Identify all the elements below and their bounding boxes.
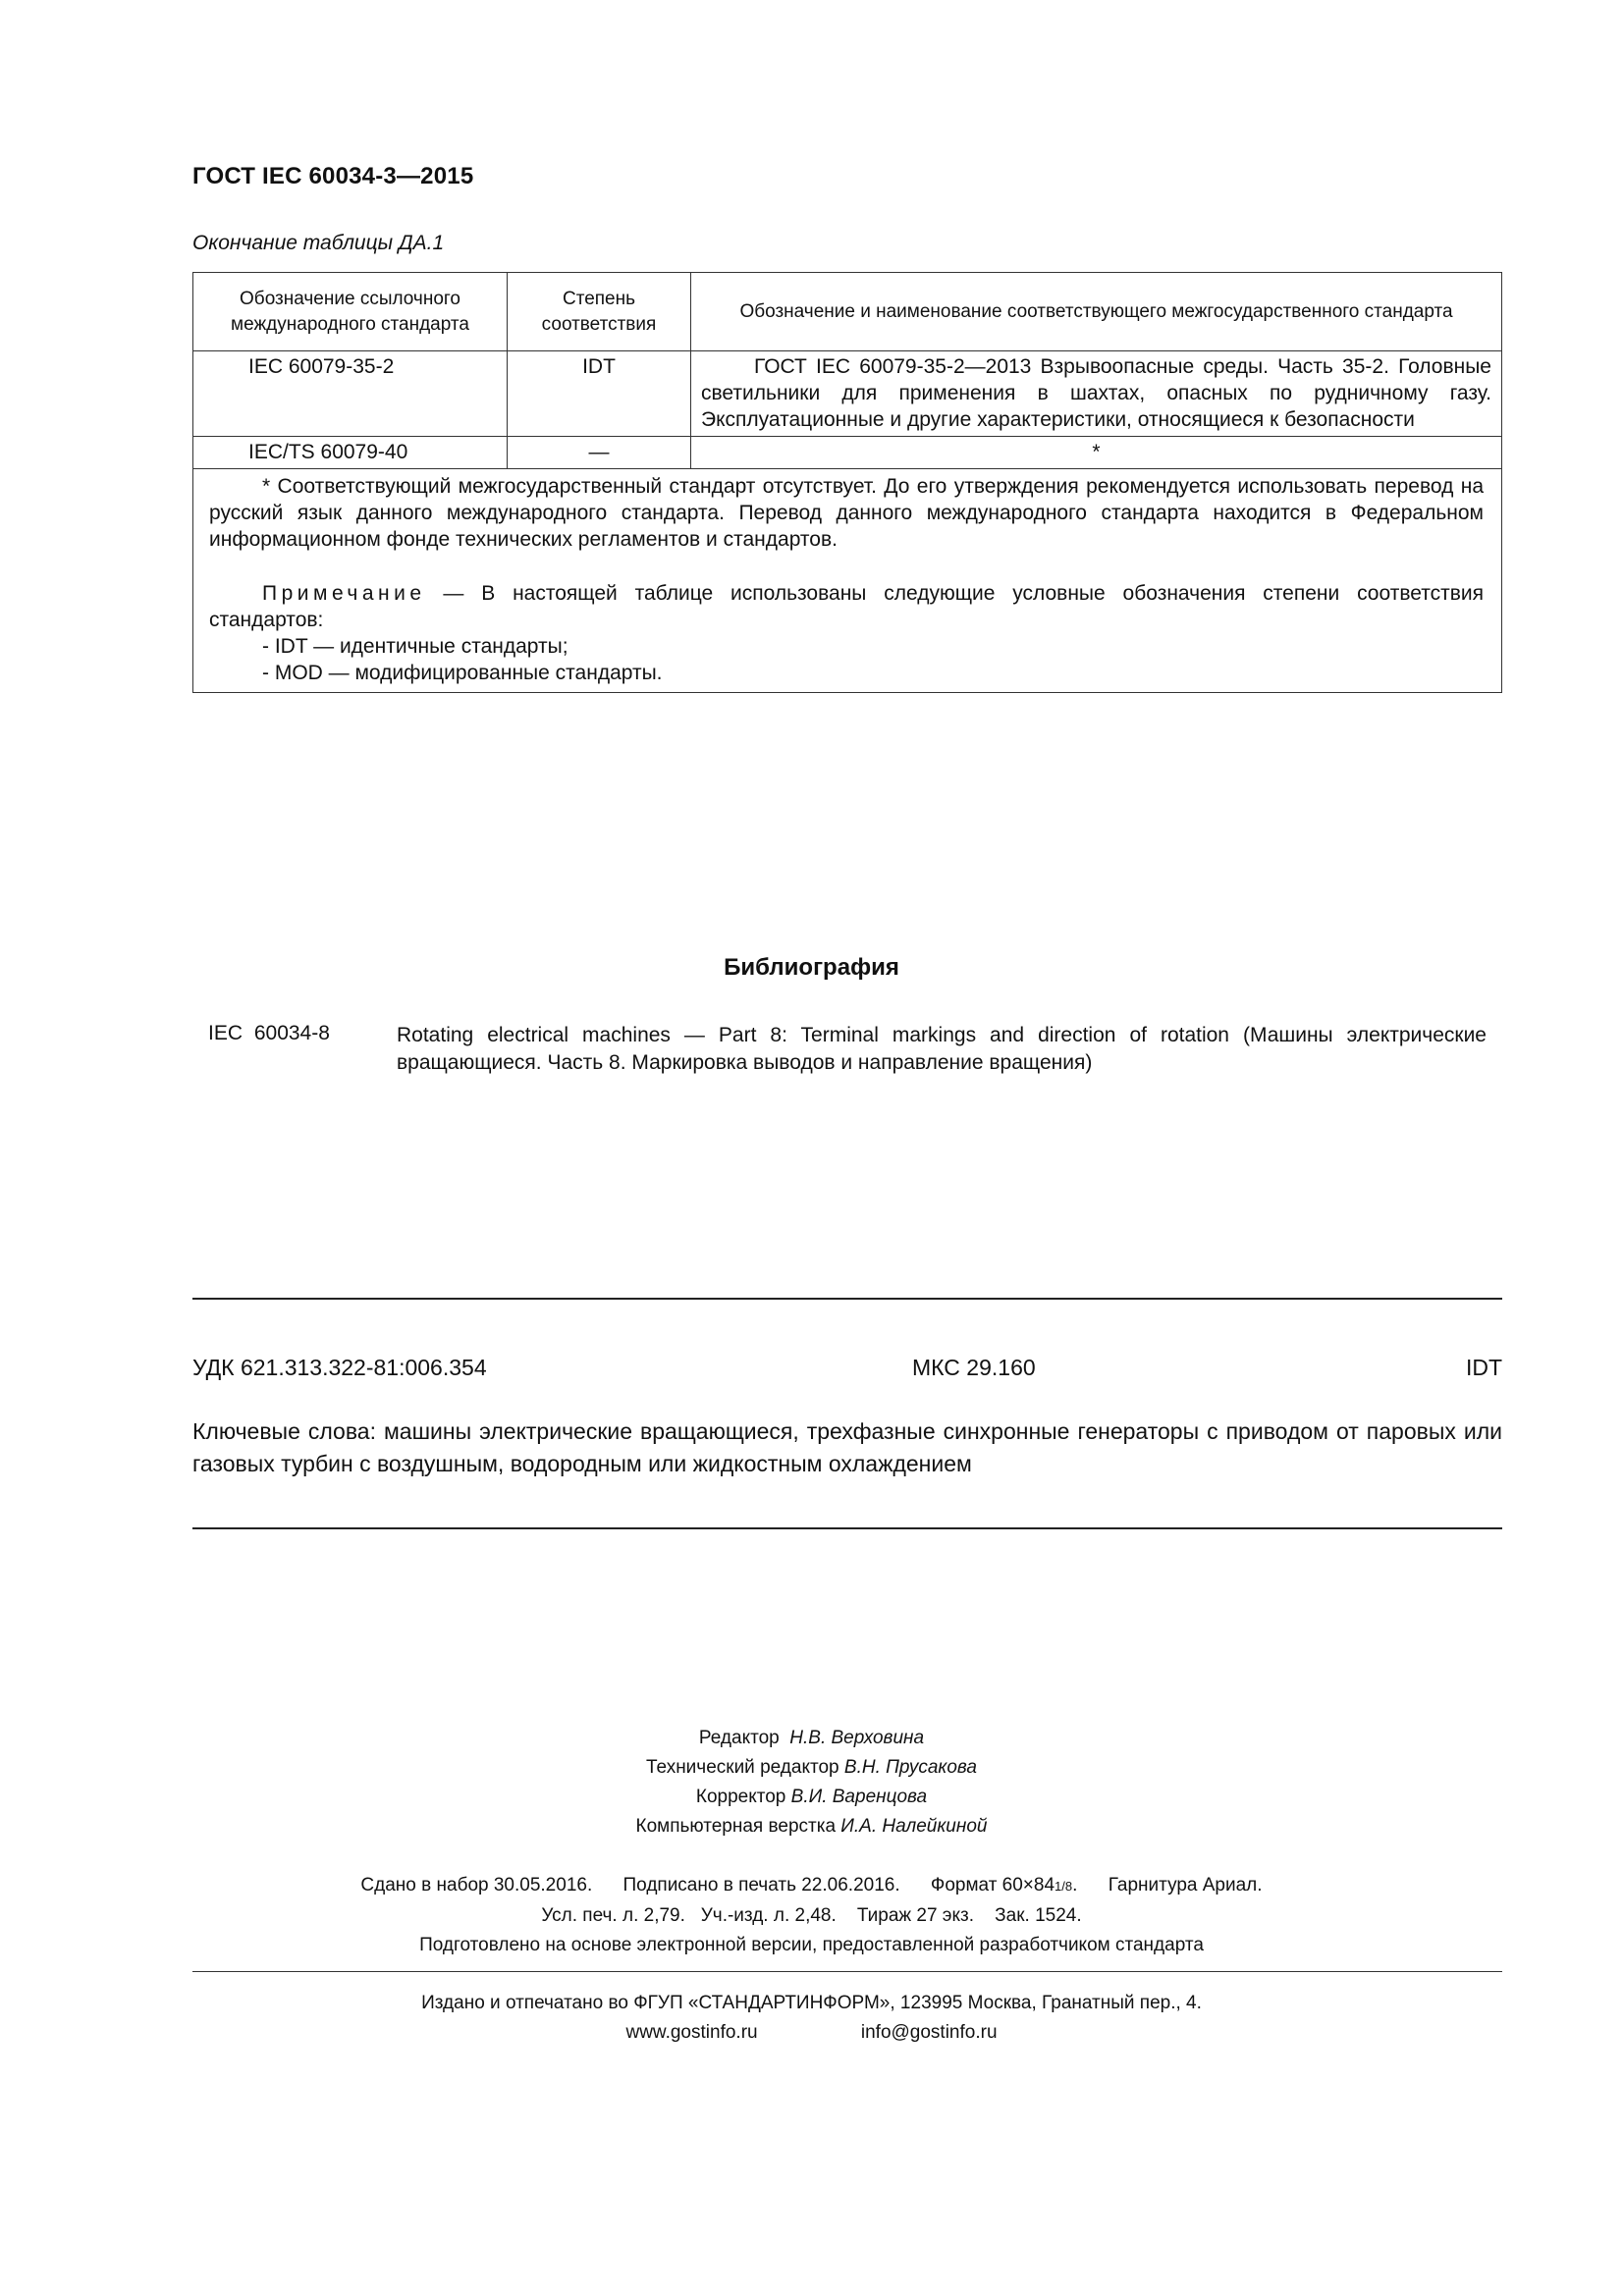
website-link[interactable]: www.gostinfo.ru <box>625 2022 758 2043</box>
standard-name-cell: ГОСТ IEC 60079-35-2—2013 Взрывоопасные среды. Часть 35-2. Головные светильники для применения в шахтах, опасных по рудничному газу. Эксплуатационные и другие характеристики, относящиеся к безопасности <box>691 351 1502 437</box>
imprint-line <box>0 1901 1623 1931</box>
note-text: — В настоящей таблице использованы следующие условные обозначения степени соответствия стандартов: <box>209 582 1484 631</box>
note-item: - MOD — модифицированные стандарты. <box>262 662 663 684</box>
credit-line <box>0 1783 1623 1812</box>
table-caption: Окончание таблицы ДА.1 <box>192 232 445 254</box>
format: Формат 60×84 <box>930 1875 1055 1896</box>
order-number: Зак. 1524. <box>995 1905 1082 1926</box>
degree-cell: IDT <box>508 351 691 437</box>
bibliography-entry-code: IEC 60034-8 <box>208 1022 330 1044</box>
credit-role: Компьютерная верстка <box>635 1816 837 1837</box>
credit-name: Н.В. Верховина <box>789 1728 925 1748</box>
pub-sheets: Уч.-изд. л. 2,48. <box>700 1905 837 1926</box>
ref-standard-cell: IEC/TS 60079-40 <box>193 437 508 469</box>
bibliography-title: Библиография <box>724 954 899 981</box>
column-header-ref: Обозначение ссылочного международного стандарта <box>193 273 508 351</box>
copies: Тираж 27 экз. <box>856 1905 975 1926</box>
table-header-row <box>193 273 1502 351</box>
credits-block <box>0 1724 1623 1842</box>
degree-cell: — <box>508 437 691 469</box>
column-header-degree: Степень соответствия <box>508 273 691 351</box>
publisher-contacts <box>0 2018 1623 2048</box>
footnote-text: * Соответствующий межгосударственный стандарт отсутствует. До его утверждения рекомендуется использовать перевод на русский язык данного международного стандарта. Перевод данного международного стандарта находится в Федеральном информационном фонде технических регламентов и стандартов. <box>209 475 1484 551</box>
credit-role: Корректор <box>695 1787 786 1807</box>
credit-line <box>0 1753 1623 1783</box>
typeface: Гарнитура Ариал. <box>1108 1875 1263 1896</box>
table-footnote-row <box>193 469 1502 693</box>
note-label: Примечание <box>262 582 426 605</box>
standard-name-cell: * <box>691 437 1502 469</box>
table-row <box>193 437 1502 469</box>
imprint-prepared: Подготовлено на основе электронной версии, предоставленной разработчиком стандарта <box>419 1935 1204 1955</box>
divider <box>192 1971 1502 1972</box>
reference-table <box>192 272 1502 693</box>
submitted-date: Сдано в набор 30.05.2016. <box>360 1875 593 1896</box>
credit-role: Технический редактор <box>646 1757 839 1778</box>
table-note <box>209 580 1484 633</box>
credit-name: И.А. Налейкиной <box>840 1816 988 1837</box>
table-footnote <box>193 469 1502 693</box>
publisher-block <box>0 1989 1623 2048</box>
format-fraction: 1/8 <box>1055 1879 1073 1894</box>
bibliography-entry-text: Rotating electrical machines — Part 8: Terminal markings and direction of rotation (Машины электрические вращающиеся. Часть 8. Маркировка выводов и направление вращения) <box>397 1024 1487 1074</box>
table-row <box>193 351 1502 437</box>
credit-role: Редактор <box>698 1728 780 1748</box>
imprint-line: Сдано в набор 30.05.2016. Подписано в печать 22.06.2016. Формат 60×841/8. Гарнитура Ариал. <box>360 1875 1263 1896</box>
signed-date: Подписано в печать 22.06.2016. <box>622 1875 900 1896</box>
print-sheets: Усл. печ. л. 2,79. <box>541 1905 685 1926</box>
column-header-name: Обозначение и наименование соответствующего межгосударственного стандарта <box>691 273 1502 351</box>
credit-name: В.Н. Прусакова <box>843 1757 977 1778</box>
mks-code: МКС 29.160 <box>912 1355 1036 1380</box>
credit-line <box>0 1724 1623 1753</box>
document-code: ГОСТ IEC 60034-3—2015 <box>192 163 474 189</box>
note-item: - IDT — идентичные стандарты; <box>262 635 568 658</box>
idt-marker: IDT <box>1465 1355 1502 1380</box>
udk-code: УДК 621.313.322-81:006.354 <box>192 1355 487 1380</box>
credit-name: В.И. Варенцова <box>790 1787 928 1807</box>
credit-line <box>0 1812 1623 1842</box>
keywords: Ключевые слова: машины электрические вращающиеся, трехфазные синхронные генераторы с приводом от паровых или газовых турбин с воздушным, водородным или жидкостным охлаждением <box>192 1418 1502 1476</box>
divider <box>192 1298 1502 1300</box>
divider <box>192 1527 1502 1529</box>
ref-standard-cell: IEC 60079-35-2 <box>193 351 508 437</box>
email-link[interactable]: info@gostinfo.ru <box>860 2022 998 2043</box>
publisher-line: Издано и отпечатано во ФГУП «СТАНДАРТИНФОРМ», 123995 Москва, Гранатный пер., 4. <box>421 1993 1202 2013</box>
imprint-block <box>0 1871 1623 1960</box>
